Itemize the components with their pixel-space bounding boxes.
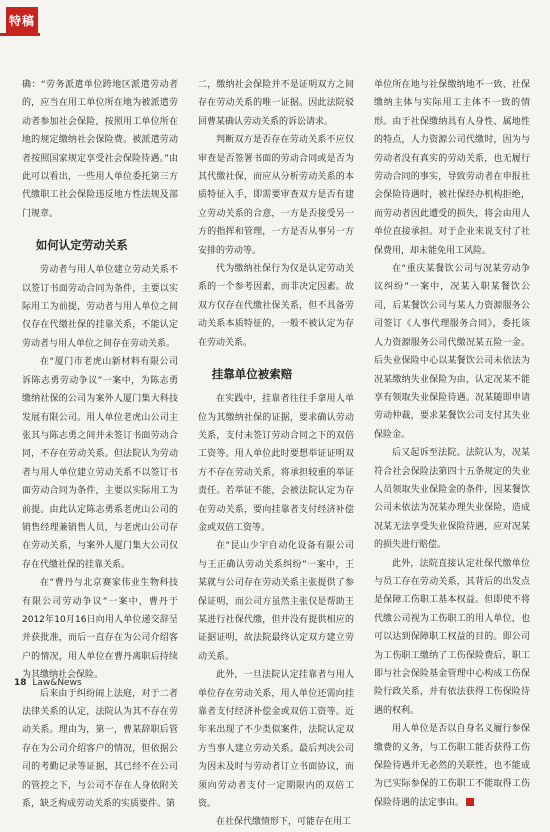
paragraph: 劳动者与用人单位建立劳动关系不以签订书面劳动合同为条件，主要以实际用工为前提，劳动者与用人单位之间仅存在代缴社保的挂靠关系，不能认定劳动者与用人单位之间存在劳动关系。 <box>22 265 178 349</box>
page-header <box>0 0 550 74</box>
section-badge: 特稿 <box>6 7 38 33</box>
column-2 <box>198 76 354 828</box>
paragraph: 后又起诉至法院。法院认为，况某符合社会保险法第四十五条规定的失业人员领取失业保险金的条件，因某餐饮公司未依法为况某办理失业保险，造成况某无法享受失业保险待遇，应对况某的损失进行赔偿。 <box>374 448 530 551</box>
page-number: 18 <box>14 678 27 688</box>
section-heading: 挂靠单位被索赔 <box>211 367 293 382</box>
paragraph: 后来由于纠纷闹上法庭，对于二者法律关系的认定，法院认为其不存在劳动关系。理由为，第一，曹某辞职后管存在为公司介绍客户的情况，但依据公司的考勤记录等证据，其已经不在公司的管控之下，与公司不存在人身依附关系，缺乏构成劳动关系的实质要件。第 <box>22 688 178 810</box>
paragraph: 在“曹丹与北京赛家伟业生物科技有限公司劳动争议”一案中，曹丹于2012年10月16日向用人单位递交辞呈并获批准，而后一直存在为公司介绍客户的情况，用人单位在曹丹离职后持续为其缴纳社会保险。 <box>22 578 178 681</box>
paragraph: 在“昆山少宇自动化设备有限公司与王正确认劳动关系纠纷”一案中，王某就与公司存在劳动关系主张提供了参保证明，而公司方虽然主张仅是帮助王某进行社保代缴，但并没有提供相应的证据证明，故法院最终认定双方建立劳动关系。 <box>198 541 354 662</box>
paragraph: 在实践中，挂靠者往往手拿用人单位为其缴纳社保的证据，要求确认劳动关系，支付未签订劳动合同之下的双倍工资等。用人单位此时要想举证证明双方不存在劳动关系，将承担较重的举证责任。若举证不能，会被法院认定为存在劳动关系，要向挂靠者支付经济补偿金或双倍工资等。 <box>198 394 354 533</box>
paragraph: 此外，法院直接认定社保代缴单位与员工存在劳动关系，其背后的出发点是保障工伤职工基本权益。但即使不将代缴公司视为工伤职工的用人单位，也可以达到保障职工权益的目的。即公司为工伤职工缴纳了工伤保险费后，职工即与社会保险基金管理中心构成工伤保险行政关系，并有依法获得工伤保险待遇的权利。 <box>374 558 530 716</box>
paragraph-final <box>374 720 530 812</box>
paragraph: 二，缴纳社会保险并不是证明双方之间存在劳动关系的唯一证据。因此法院驳回曹某确认劳动关系的诉讼请求。 <box>198 80 354 127</box>
header-rule <box>0 33 40 36</box>
paragraph: 单位所在地与社保缴纳地不一致、社保缴纳主体与实际用工主体不一致的情形。由于社保缴纳具有人身性、属地性的特点，人力资源公司代缴时，因为与劳动者没有真实的劳动关系，也无履行劳动合同的事实，导致劳动者在申报社会保险待遇时，被社保经办机构拒绝，而劳动者因此遭受的损失，将会由用人单位直接承担。对于企业来说支付了社保费用，却未能免用工风险。 <box>374 80 530 256</box>
paragraph: 在“厦门市老虎山新材料有限公司诉陈志勇劳动争议”一案中，为陈志勇缴纳社保的公司为案外人厦门集大科技发展有限公司。用人单位老虎山公司主张其与陈志勇之间并未签订书面劳动合同，不存在劳动关系。但法院认为劳动者与用人单位建立劳动关系不以签订书面劳动合同为条件，主要以实际用工为前提。由此认定陈志勇系老虎山公司的销售经理兼销售人员，与老虎山公司存在劳动关系，与案外人厦门集大公司仅存在代缴社保的挂靠关系。 <box>22 357 178 570</box>
paragraph: 在“重庆某餐饮公司与况某劳动争议纠纷”一案中，况某入职某餐饮公司，后某餐饮公司与某人力资源服务公司签订《人事代理服务合同》，委托该人力资源服务公司代缴况某五险一金。后失业保险中心以某餐饮公司未依法为况某缴纳失业保险为由，认定况某不能享有领取失业保险待遇。况某随即申请劳动仲裁，要求某餐饮公司支付其失业保险金。 <box>374 264 530 440</box>
paragraph: 代为缴纳社保行为仅是认定劳动关系的一个参考因素，而非决定因素。故双方仅存在代缴社保关系，但不具备劳动关系本质特征的，一般不被认定为存在劳动关系。 <box>198 264 354 348</box>
paragraph-text: 用人单位是否以自身名义履行参保缴费的义务，与工伤职工能否获得工伤保险待遇并无必然的关联性，也不能成为已实际参保的工伤职工不能取得工伤保险待遇的法定事由。 <box>374 724 530 808</box>
magazine-name: Law&News <box>32 678 82 688</box>
section-heading: 如何认定劳动关系 <box>35 238 128 253</box>
paragraph: 在社保代缴情形下，可能存在用工 <box>216 817 352 828</box>
paragraph: 此外，一旦法院认定挂靠者与用人单位存在劳动关系，用人单位还需向挂靠者支付经济补偿金或双倍工资等。近年来出现了不少类似案件，法院认定双方当事人建立劳动关系。最后判决公司为因未及时与劳动者订立书面协议，而须向劳动者支付一定期限内的双倍工资。 <box>198 670 354 810</box>
page-footer <box>14 678 82 688</box>
paragraph: 判断双方是否存在劳动关系不应仅审查是否签署书面的劳动合同或是否为其代缴社保，而应从分析劳动关系的本质特征入手，即需要审查双方是否有建立劳动关系的合意，一方是否接受另一方的指挥和管理，一方是否从事另一方安排的劳动等。 <box>198 135 354 256</box>
paragraph: 确：“劳务派遣单位跨地区派遣劳动者的，应当在用工单位所在地为被派遣劳动者参加社会保险，按照用工单位所在地的规定缴纳社会保险费。被派遣劳动者按照国家规定享受社会保险待遇。”由此可以看出，一些用人单位委托第三方代缴职工社会保险违反地方性法规及部门规章。 <box>22 80 178 219</box>
end-mark-icon <box>466 798 474 806</box>
column-3 <box>374 76 530 808</box>
